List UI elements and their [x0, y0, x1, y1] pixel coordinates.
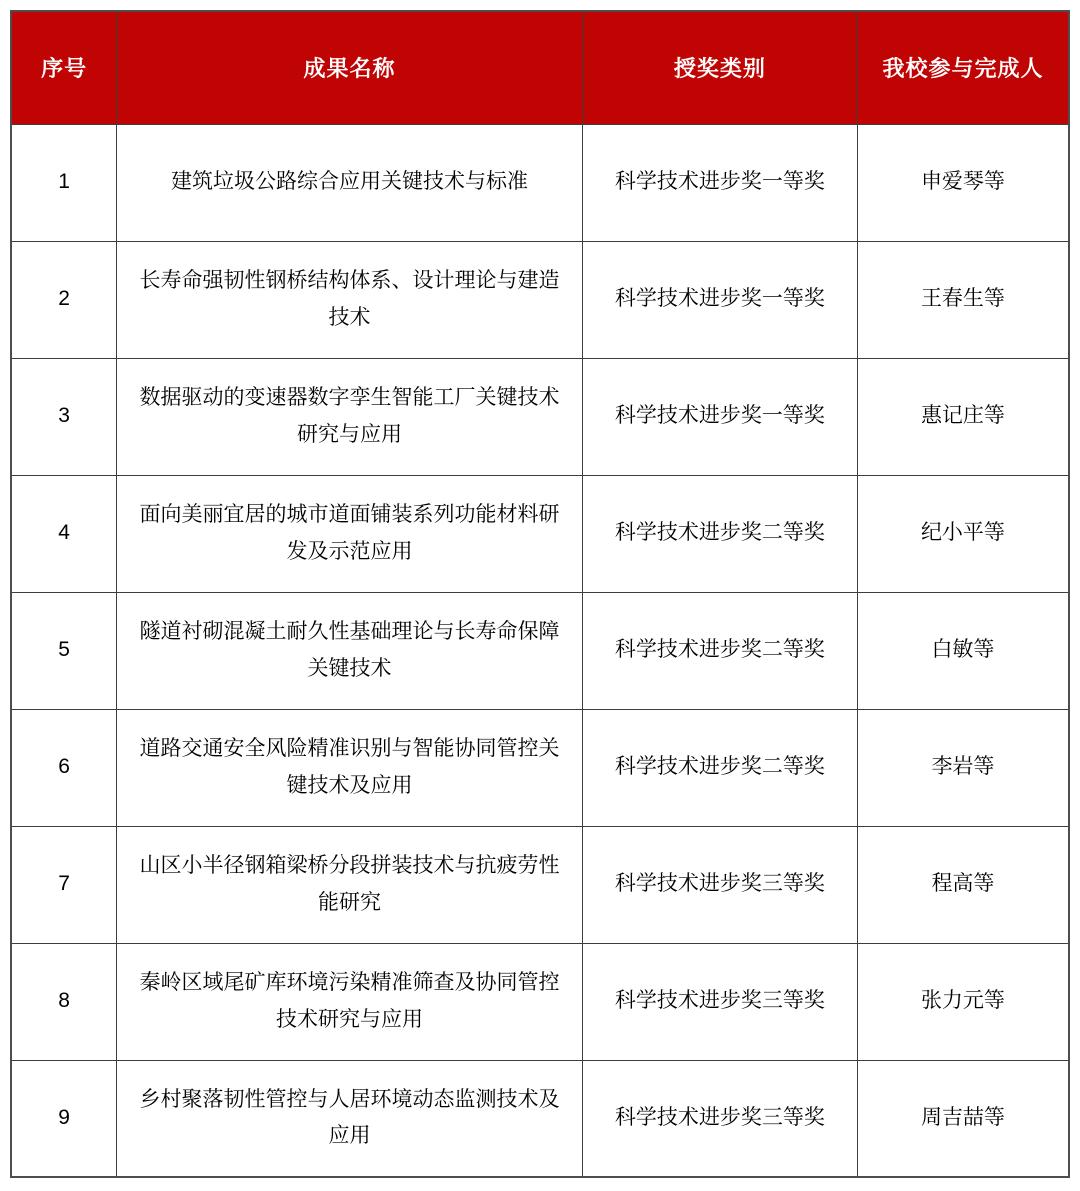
cell-people: 程高等 — [857, 826, 1069, 943]
cell-name: 秦岭区域尾矿库环境污染精准筛查及协同管控技术研究与应用 — [117, 943, 583, 1060]
table-row — [11, 592, 1069, 709]
cell-index: 4 — [11, 475, 117, 592]
cell-category: 科学技术进步奖一等奖 — [582, 124, 857, 241]
header-row — [11, 11, 1069, 124]
cell-category: 科学技术进步奖二等奖 — [582, 709, 857, 826]
cell-index: 6 — [11, 709, 117, 826]
table-row — [11, 826, 1069, 943]
cell-index: 1 — [11, 124, 117, 241]
cell-index: 2 — [11, 241, 117, 358]
cell-index: 8 — [11, 943, 117, 1060]
cell-category: 科学技术进步奖二等奖 — [582, 475, 857, 592]
cell-category: 科学技术进步奖一等奖 — [582, 358, 857, 475]
cell-name: 乡村聚落韧性管控与人居环境动态监测技术及应用 — [117, 1060, 583, 1177]
col-header-category: 授奖类别 — [582, 11, 857, 124]
cell-people: 申爱琴等 — [857, 124, 1069, 241]
cell-people: 张力元等 — [857, 943, 1069, 1060]
table-row — [11, 475, 1069, 592]
table-row — [11, 1060, 1069, 1177]
cell-index: 3 — [11, 358, 117, 475]
cell-category: 科学技术进步奖三等奖 — [582, 943, 857, 1060]
table-row — [11, 709, 1069, 826]
table-row — [11, 124, 1069, 241]
cell-category: 科学技术进步奖三等奖 — [582, 826, 857, 943]
col-header-people: 我校参与完成人 — [857, 11, 1069, 124]
cell-people: 白敏等 — [857, 592, 1069, 709]
cell-people: 惠记庄等 — [857, 358, 1069, 475]
table-header — [11, 11, 1069, 124]
cell-category: 科学技术进步奖三等奖 — [582, 1060, 857, 1177]
col-header-name: 成果名称 — [117, 11, 583, 124]
cell-index: 9 — [11, 1060, 117, 1177]
col-header-index: 序号 — [11, 11, 117, 124]
cell-name: 道路交通安全风险精准识别与智能协同管控关键技术及应用 — [117, 709, 583, 826]
table-row — [11, 241, 1069, 358]
cell-index: 5 — [11, 592, 117, 709]
cell-name: 数据驱动的变速器数字孪生智能工厂关键技术研究与应用 — [117, 358, 583, 475]
cell-people: 王春生等 — [857, 241, 1069, 358]
cell-name: 山区小半径钢箱梁桥分段拼装技术与抗疲劳性能研究 — [117, 826, 583, 943]
awards-table — [10, 10, 1070, 1178]
cell-name: 长寿命强韧性钢桥结构体系、设计理论与建造技术 — [117, 241, 583, 358]
cell-people: 李岩等 — [857, 709, 1069, 826]
table-row — [11, 358, 1069, 475]
cell-name: 隧道衬砌混凝土耐久性基础理论与长寿命保障关键技术 — [117, 592, 583, 709]
cell-people: 纪小平等 — [857, 475, 1069, 592]
cell-category: 科学技术进步奖一等奖 — [582, 241, 857, 358]
awards-table-container — [10, 10, 1070, 1178]
cell-name: 建筑垃圾公路综合应用关键技术与标准 — [117, 124, 583, 241]
cell-category: 科学技术进步奖二等奖 — [582, 592, 857, 709]
cell-index: 7 — [11, 826, 117, 943]
cell-people: 周吉喆等 — [857, 1060, 1069, 1177]
table-row — [11, 943, 1069, 1060]
cell-name: 面向美丽宜居的城市道面铺装系列功能材料研发及示范应用 — [117, 475, 583, 592]
table-body — [11, 124, 1069, 1177]
